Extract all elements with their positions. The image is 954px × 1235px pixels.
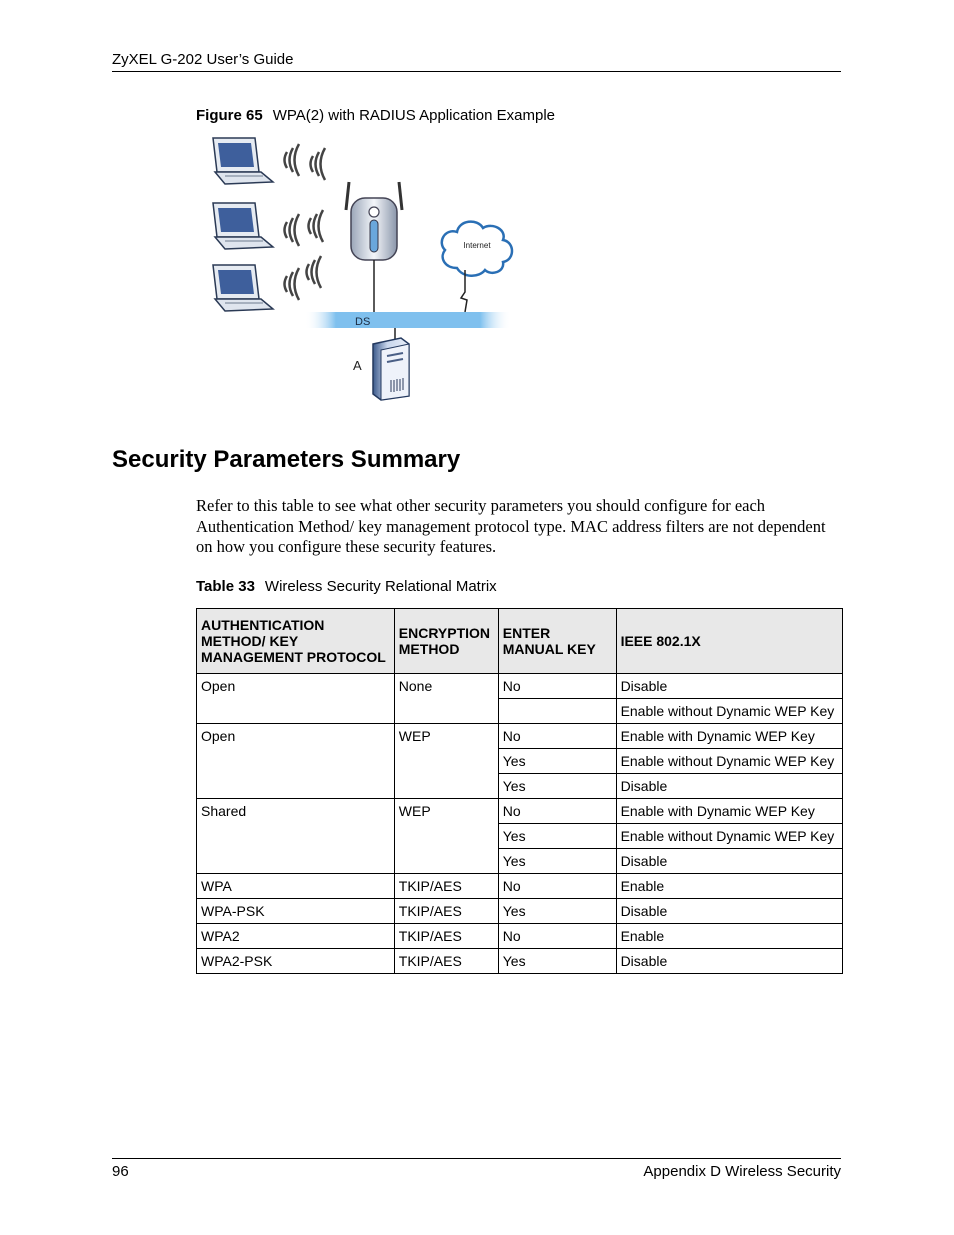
internet-cloud-icon — [442, 222, 512, 312]
auth-method-cell: WPA2 — [197, 924, 395, 949]
ieee-8021x-cell: Disable — [616, 674, 842, 699]
table-header-row — [197, 609, 843, 674]
access-point-icon — [346, 182, 402, 312]
internet-label: Internet — [463, 241, 491, 250]
ieee-8021x-cell: Disable — [616, 849, 842, 874]
manual-key-cell: Yes — [498, 774, 616, 799]
auth-method-cell: Open — [197, 674, 395, 724]
footer-section: Appendix D Wireless Security — [643, 1163, 841, 1180]
table-row — [197, 924, 843, 949]
radius-server-icon — [353, 338, 409, 400]
network-diagram — [205, 134, 515, 402]
table-row — [197, 899, 843, 924]
ieee-8021x-cell: Enable without Dynamic WEP Key — [616, 824, 842, 849]
header-title: ZyXEL G-202 User’s Guide — [112, 51, 294, 68]
manual-key-cell: Yes — [498, 749, 616, 774]
distribution-system-bar — [305, 312, 511, 328]
auth-method-cell: WPA — [197, 874, 395, 899]
encryption-cell: WEP — [394, 724, 498, 799]
ieee-8021x-cell: Enable without Dynamic WEP Key — [616, 699, 842, 724]
table-label: Table 33 — [196, 578, 255, 595]
ieee-8021x-cell: Enable with Dynamic WEP Key — [616, 799, 842, 824]
ieee-8021x-cell: Disable — [616, 949, 842, 974]
page-number: 96 — [112, 1163, 129, 1180]
ieee-8021x-cell: Disable — [616, 899, 842, 924]
column-header: AUTHENTICATION METHOD/ KEY MANAGEMENT PROTOCOL — [197, 609, 395, 674]
table-title: Wireless Security Relational Matrix — [264, 578, 497, 595]
ieee-8021x-cell: Enable without Dynamic WEP Key — [616, 749, 842, 774]
laptop-icon — [213, 265, 273, 311]
column-header: IEEE 802.1X — [616, 609, 842, 674]
encryption-cell: None — [394, 674, 498, 724]
ieee-8021x-cell: Enable with Dynamic WEP Key — [616, 724, 842, 749]
manual-key-cell: Yes — [498, 899, 616, 924]
manual-key-cell: Yes — [498, 849, 616, 874]
table-body — [197, 674, 843, 974]
column-header: ENCRYPTION METHOD — [394, 609, 498, 674]
manual-key-cell: Yes — [498, 824, 616, 849]
table-row — [197, 949, 843, 974]
auth-method-cell: Shared — [197, 799, 395, 874]
security-matrix-table — [196, 608, 843, 974]
manual-key-cell: No — [498, 724, 616, 749]
figure-title: WPA(2) with RADIUS Application Example — [272, 107, 556, 124]
laptop-icon — [213, 138, 273, 184]
section-heading: Security Parameters Summary — [112, 446, 461, 473]
encryption-cell: TKIP/AES — [394, 874, 498, 899]
manual-key-cell: No — [498, 674, 616, 699]
laptop-icon — [213, 203, 273, 249]
table-row — [197, 724, 843, 749]
wireless-signal-icon — [285, 256, 322, 300]
wireless-signal-icon — [285, 210, 324, 246]
figure-label: Figure 65 — [196, 107, 263, 124]
manual-key-cell: No — [498, 924, 616, 949]
table-caption — [196, 578, 497, 595]
column-header: ENTER MANUAL KEY — [498, 609, 616, 674]
ieee-8021x-cell: Enable — [616, 874, 842, 899]
manual-key-cell: Yes — [498, 949, 616, 974]
ds-label: DS — [355, 316, 371, 328]
ieee-8021x-cell: Disable — [616, 774, 842, 799]
table-row — [197, 674, 843, 699]
running-header — [112, 51, 841, 72]
auth-method-cell: Open — [197, 724, 395, 799]
wireless-signal-icon — [285, 144, 326, 180]
encryption-cell: TKIP/AES — [394, 924, 498, 949]
table-row — [197, 874, 843, 899]
auth-method-cell: WPA-PSK — [197, 899, 395, 924]
auth-method-cell: WPA2-PSK — [197, 949, 395, 974]
manual-key-cell: No — [498, 874, 616, 899]
manual-key-cell: No — [498, 799, 616, 824]
ieee-8021x-cell: Enable — [616, 924, 842, 949]
figure-caption — [196, 107, 555, 124]
server-label: A — [353, 358, 362, 373]
manual-key-cell — [498, 699, 616, 724]
encryption-cell: WEP — [394, 799, 498, 874]
table-row — [197, 799, 843, 824]
encryption-cell: TKIP/AES — [394, 949, 498, 974]
body-paragraph: Refer to this table to see what other security parameters you should configure for each Authentication Method/ key management protocol type. MAC address filters are not dependent on how you configure these security features. — [196, 496, 826, 556]
encryption-cell: TKIP/AES — [394, 899, 498, 924]
page-footer — [112, 1158, 841, 1180]
